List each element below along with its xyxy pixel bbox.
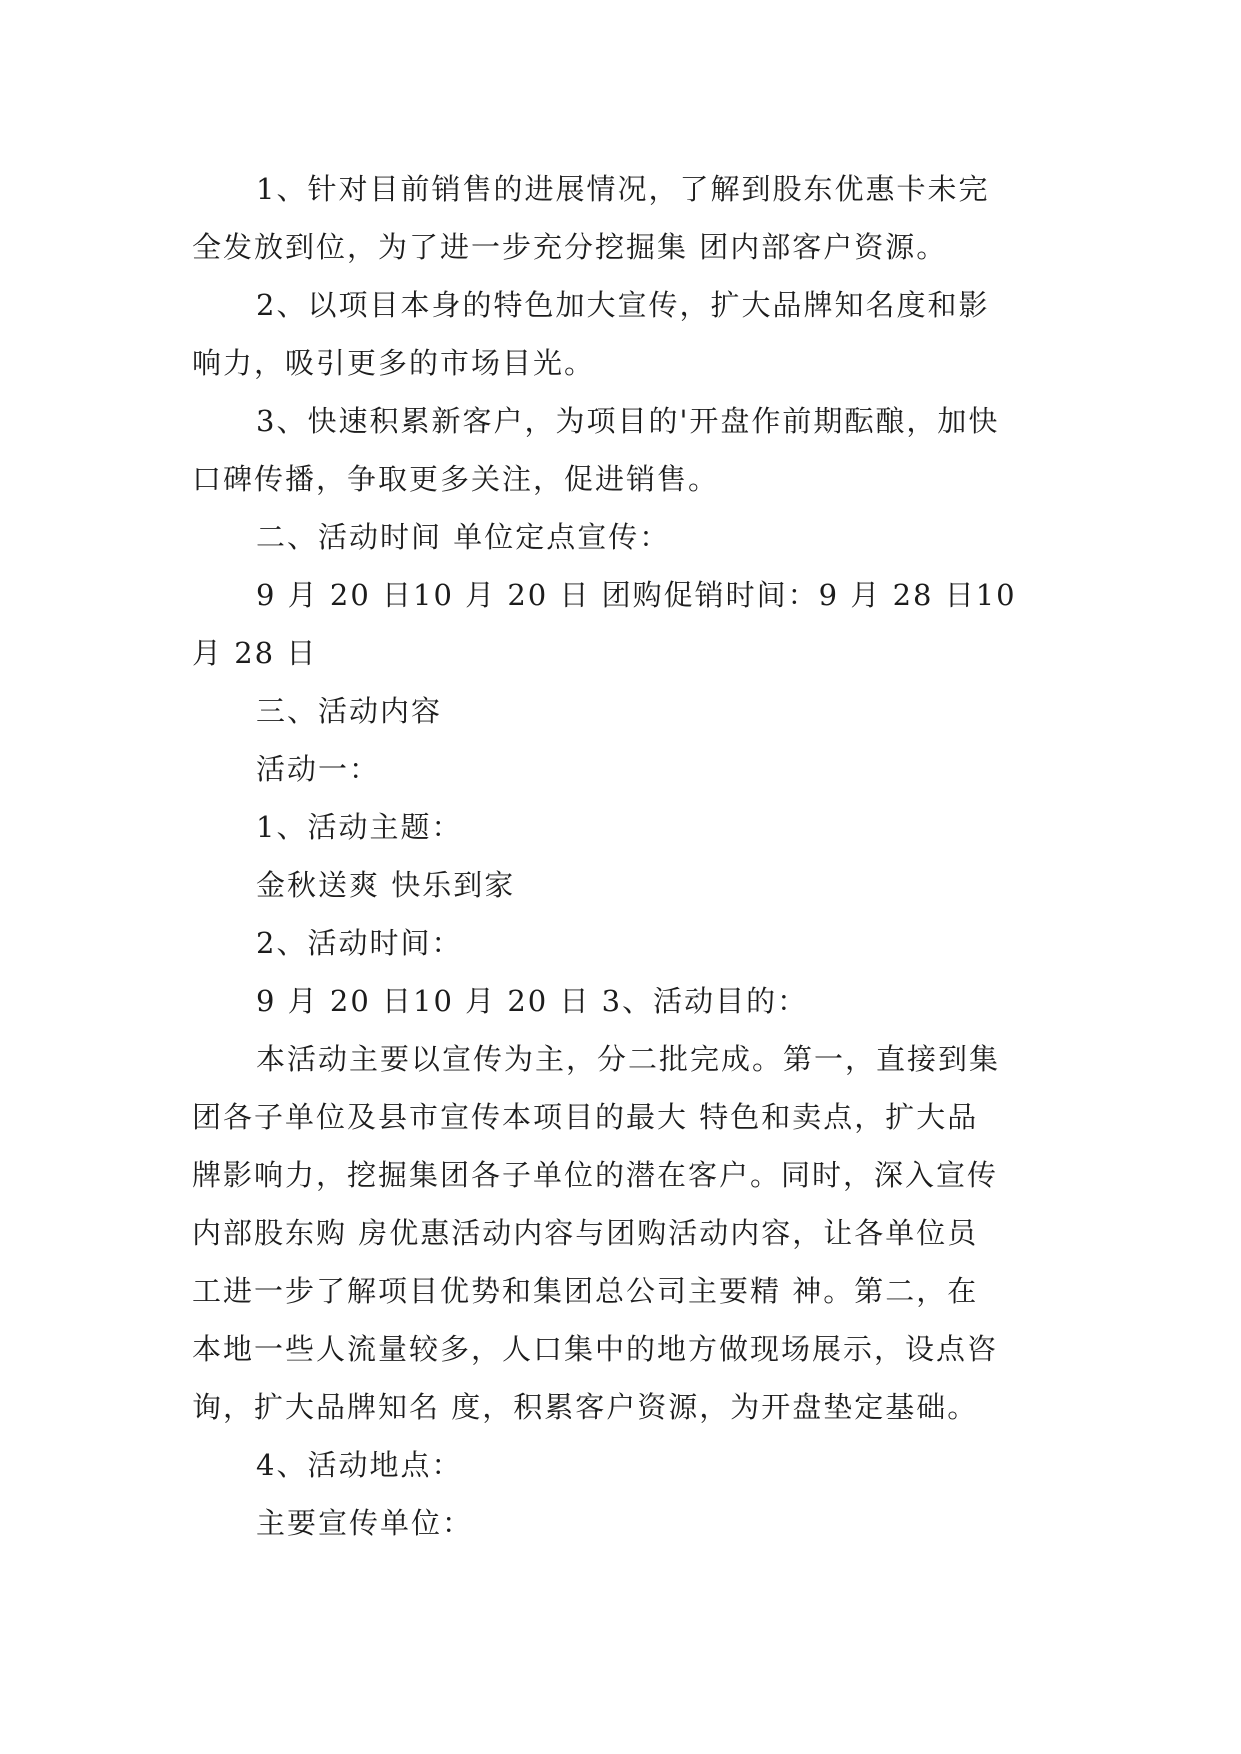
paragraph-dates bbox=[192, 566, 1052, 682]
activity-theme-value bbox=[192, 856, 1052, 914]
section-heading-activity-time bbox=[192, 508, 1052, 566]
text-line: 团各子单位及县市宣传本项目的最大 特色和卖点，扩大品 bbox=[192, 1100, 979, 1134]
text-line: 三、活动内容 bbox=[256, 694, 443, 728]
section-heading-activity-content bbox=[192, 682, 1052, 740]
text-line: 本地一些人流量较多，人口集中的地方做现场展示，设点咨 bbox=[192, 1332, 999, 1366]
subheading-activity-one bbox=[192, 740, 1052, 798]
paragraph-goal-2 bbox=[192, 276, 1052, 392]
paragraph-goal-1 bbox=[192, 160, 1052, 276]
text-line: 金秋送爽 快乐到家 bbox=[256, 868, 516, 902]
text-line: 4、活动地点： bbox=[256, 1448, 463, 1482]
text-line: 本活动主要以宣传为主，分二批完成。第一，直接到集 bbox=[256, 1042, 1001, 1076]
text-line: 活动一： bbox=[256, 752, 381, 786]
activity-time-value bbox=[192, 972, 1052, 1030]
text-line: 月 28 日 bbox=[192, 636, 318, 670]
item-main-units bbox=[192, 1494, 1052, 1552]
text-line: 9 月 20 日10 月 20 日 3、活动目的： bbox=[256, 984, 809, 1018]
text-line: 响力，吸引更多的市场目光。 bbox=[192, 346, 596, 380]
text-line: 内部股东购 房优惠活动内容与团购活动内容，让各单位员 bbox=[192, 1216, 979, 1250]
text-line: 牌影响力，挖掘集团各子单位的潜在客户。同时，深入宣传 bbox=[192, 1158, 999, 1192]
text-line: 工进一步了解项目优势和集团总公司主要精 神。第二，在 bbox=[192, 1274, 979, 1308]
text-line: 询，扩大品牌知名 度，积累客户资源，为开盘垫定基础。 bbox=[192, 1390, 979, 1424]
text-line: 口碑传播，争取更多关注，促进销售。 bbox=[192, 462, 720, 496]
text-line: 1、针对目前销售的进展情况，了解到股东优惠卡未完 bbox=[256, 172, 990, 206]
text-line: 主要宣传单位： bbox=[256, 1506, 474, 1540]
text-line: 1、活动主题： bbox=[256, 810, 463, 844]
text-line: 3、快速积累新客户，为项目的'开盘作前期酝酿，加快 bbox=[256, 404, 1000, 438]
document-body bbox=[192, 160, 1052, 1552]
paragraph-activity-purpose bbox=[192, 1030, 1052, 1436]
item-activity-time bbox=[192, 914, 1052, 972]
text-line: 2、以项目本身的特色加大宣传，扩大品牌知名度和影 bbox=[256, 288, 990, 322]
text-line: 2、活动时间： bbox=[256, 926, 463, 960]
text-line: 二、活动时间 单位定点宣传： bbox=[256, 520, 671, 554]
item-activity-theme bbox=[192, 798, 1052, 856]
paragraph-goal-3 bbox=[192, 392, 1052, 508]
item-activity-location bbox=[192, 1436, 1052, 1494]
text-line: 9 月 20 日10 月 20 日 团购促销时间：9 月 28 日10 bbox=[256, 578, 1017, 612]
text-line: 全发放到位，为了进一步充分挖掘集 团内部客户资源。 bbox=[192, 230, 948, 264]
